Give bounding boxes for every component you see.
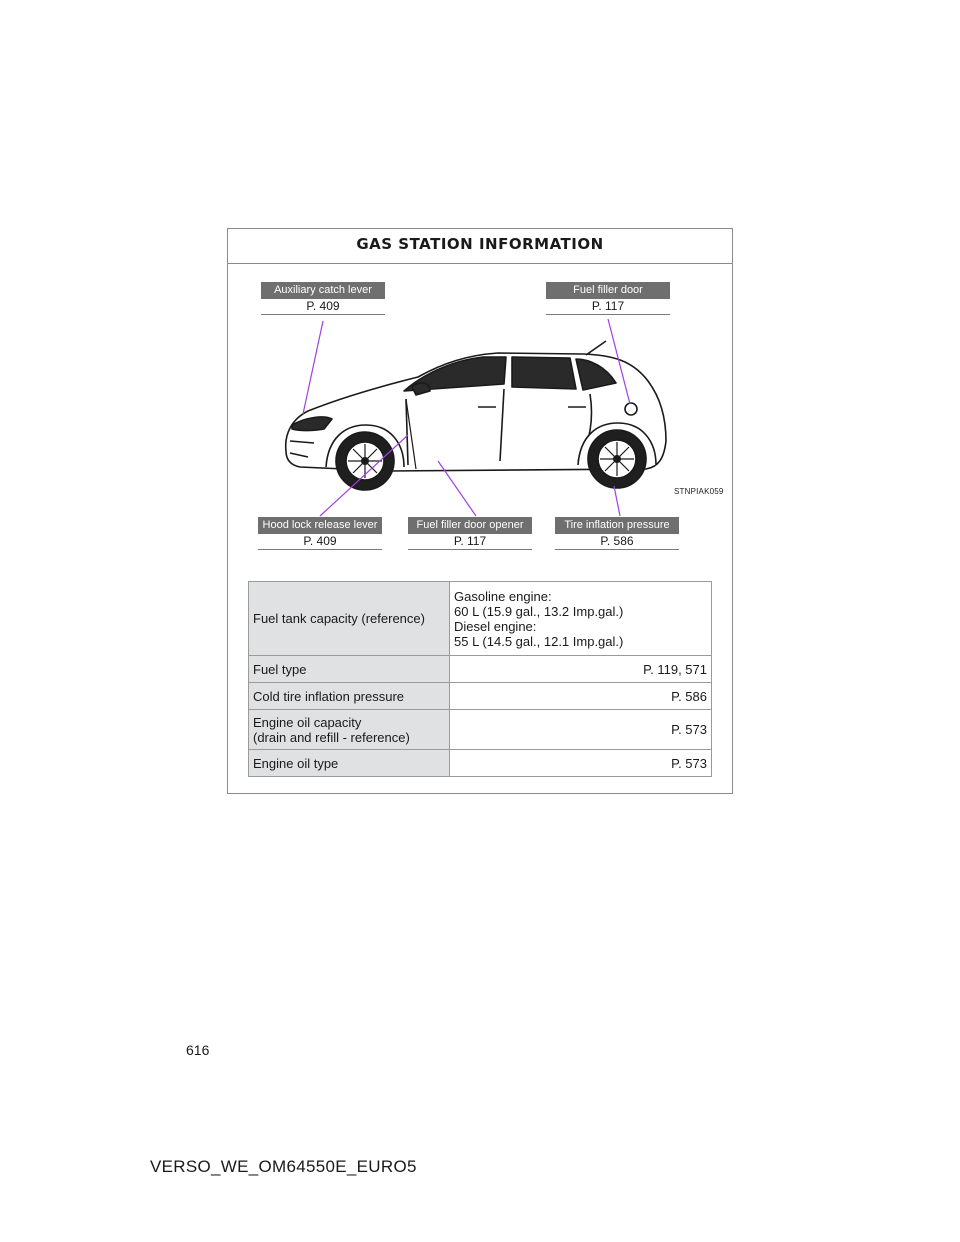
table-row [249,582,712,656]
row-key: Engine oil type [249,750,450,777]
value-line: 55 L (14.5 gal., 12.1 Imp.gal.) [454,633,624,649]
car-illustration [286,341,666,490]
gas-station-info-table [248,581,712,777]
callout-label: Hood lock release lever [258,517,382,534]
gas-station-info-panel [227,228,733,794]
callout-page-ref: P. 117 [408,534,532,550]
row-key: Cold tire inflation pressure [249,683,450,710]
callout-auxiliary-catch-lever [261,282,385,315]
row-value: P. 573 [450,750,712,777]
callout-tire-inflation-pressure [555,517,679,550]
row-value [450,582,712,656]
row-key [249,710,450,750]
callout-label: Auxiliary catch lever [261,282,385,299]
callout-label: Fuel filler door [546,282,670,299]
value-line: Gasoline engine: [454,588,552,604]
callout-page-ref: P. 586 [555,534,679,550]
key-line: Engine oil capacity [253,714,362,730]
table-row [249,750,712,777]
value-line: 60 L (15.9 gal., 13.2 Imp.gal.) [454,603,624,619]
callout-label: Fuel filler door opener [408,517,532,534]
callout-label: Tire inflation pressure [555,517,679,534]
row-value: P. 573 [450,710,712,750]
leader-auxiliary-catch-lever [303,321,323,414]
callout-page-ref: P. 409 [261,299,385,315]
key-line: (drain and refill - reference) [253,729,410,745]
page-number: 616 [186,1042,210,1058]
row-value: P. 119, 571 [450,656,712,683]
panel-title: GAS STATION INFORMATION [228,229,732,264]
callout-fuel-filler-door-opener [408,517,532,550]
value-line: Diesel engine: [454,618,537,634]
callout-page-ref: P. 117 [546,299,670,315]
document-footer: VERSO_WE_OM64550E_EURO5 [150,1157,417,1176]
table-row [249,683,712,710]
leader-tire-inflation-pressure [614,486,620,516]
table-row [249,710,712,750]
callout-hood-lock-release-lever [258,517,382,550]
row-key: Fuel tank capacity (reference) [249,582,450,656]
callout-page-ref: P. 409 [258,534,382,550]
row-value: P. 586 [450,683,712,710]
table-row [249,656,712,683]
callout-fuel-filler-door [546,282,670,315]
image-code: STNPIAK059 [674,487,724,496]
row-key: Fuel type [249,656,450,683]
